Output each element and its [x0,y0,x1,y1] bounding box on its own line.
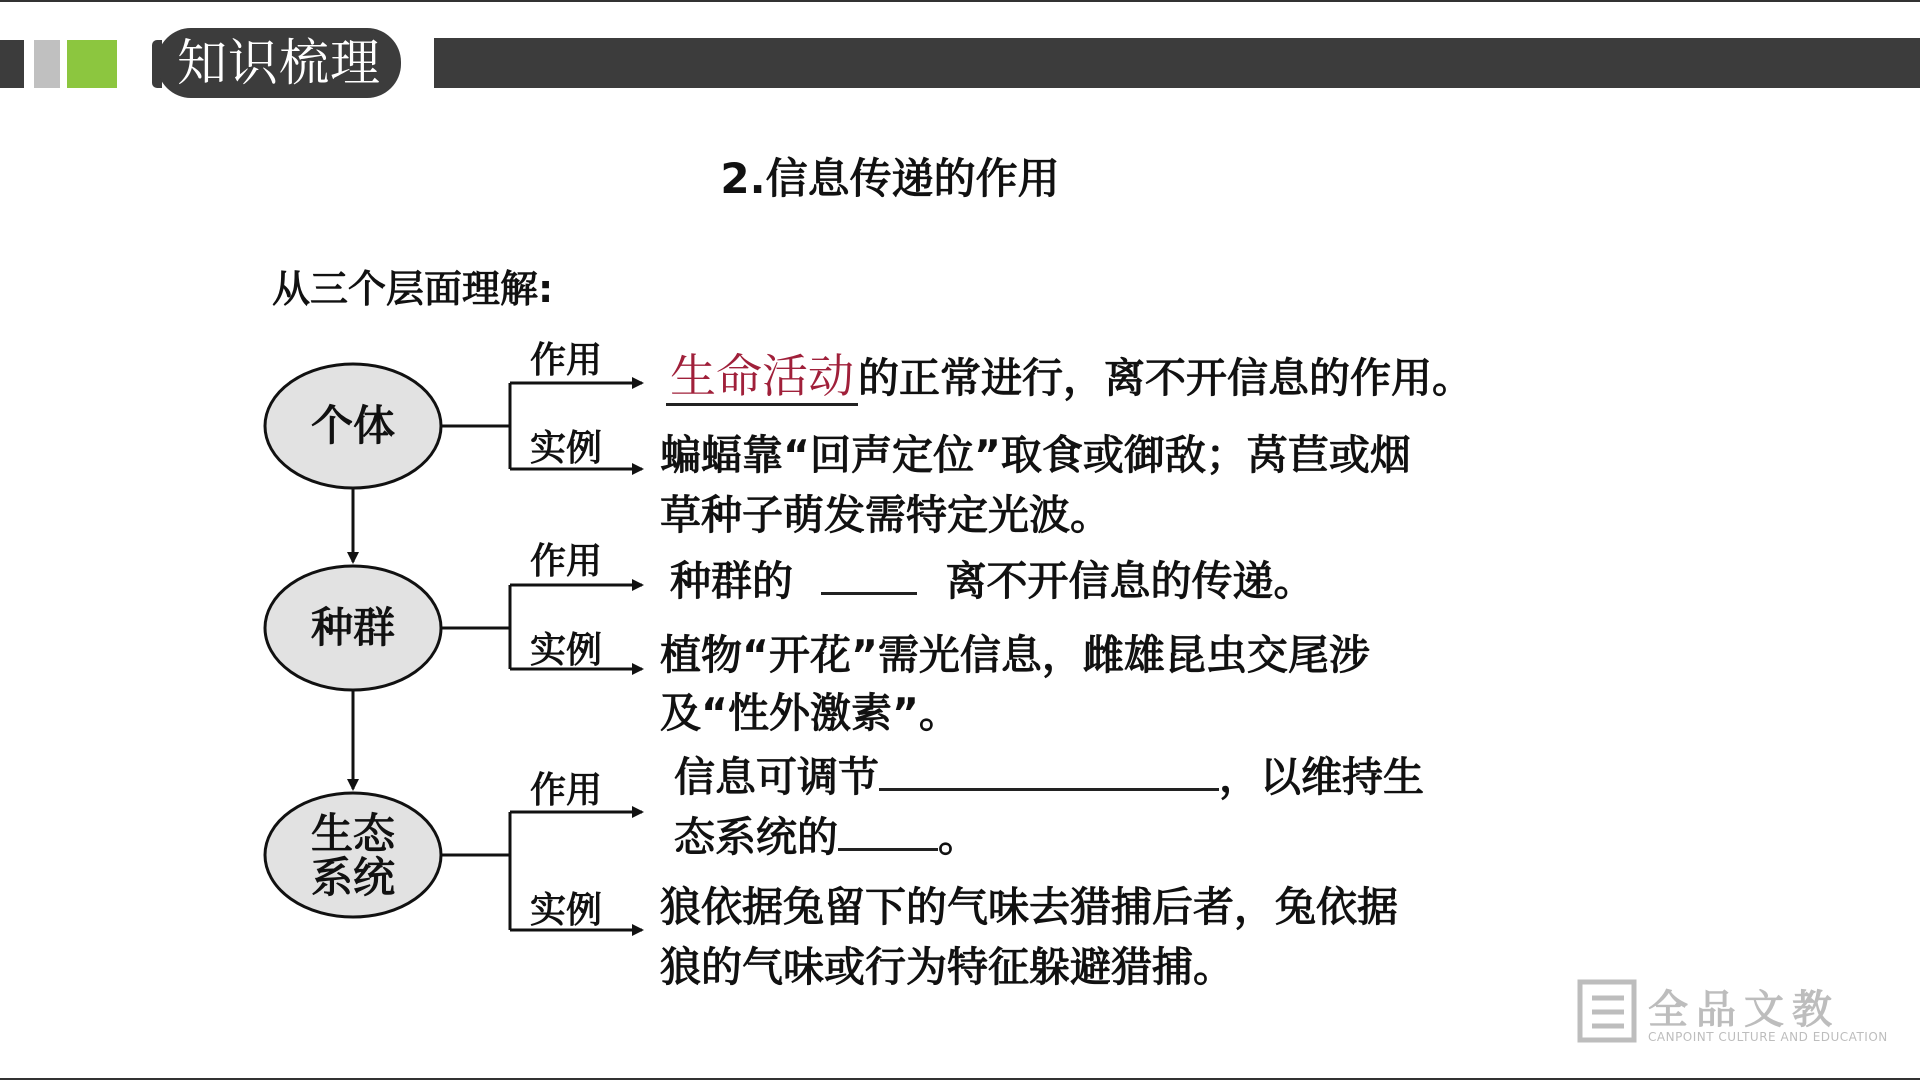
role-ecosystem-line2: 态系统的 。 [674,813,979,861]
section-label: 知识梳理 [157,28,401,98]
tag-role-ecosystem: 作用 [530,770,603,811]
example-ecosystem-line1: 狼依据兔留下的气味去猎捕后者，兔依据 [660,883,1398,931]
tag-role-population: 作用 [530,541,603,582]
page-title: 2.信息传递的作用 [720,154,1060,203]
logo-name: 全品文教 [1648,987,1840,1033]
example-population-line2: 及“性外激素”。 [660,689,960,737]
node-label-ecosystem: 生态 系统 [310,809,395,902]
tag-example-individual: 实例 [530,428,603,469]
node-label-population: 种群 [310,603,395,652]
blank-ecosystem-2 [838,847,938,851]
blank-ecosystem-1 [879,787,1219,791]
canpoint-logo-icon [1576,978,1638,1044]
tag-example-ecosystem: 实例 [530,890,603,931]
watermark-logo [1576,978,1888,1048]
tag-example-population: 实例 [530,630,603,671]
example-individual-line1: 蝙蝠靠“回声定位”取食或御敌；莴苣或烟 [660,431,1411,479]
logo-subtitle: CANPOINT CULTURE AND EDUCATION [1648,1030,1888,1044]
intro-text: 从三个层面理解: [272,267,554,311]
example-individual-line2: 草种子萌发需特定光波。 [660,491,1111,539]
role-population: 种群的 离不开信息的传递。 [670,557,1315,605]
blank-population [821,591,917,595]
tag-role-individual: 作用 [530,340,603,381]
answer-life-activity: 生命活动 [666,349,858,406]
example-population-line1: 植物“开花”需光信息，雌雄昆虫交尾涉 [660,631,1370,679]
example-ecosystem-line2: 狼的气味或行为特征躲避猎捕。 [660,943,1234,991]
node-label-individual: 个体 [310,401,395,450]
role-ecosystem-line1: 信息可调节 ，以维持生 [674,753,1424,801]
role-individual: 生命活动的正常进行，离不开信息的作用。 [666,340,1473,406]
